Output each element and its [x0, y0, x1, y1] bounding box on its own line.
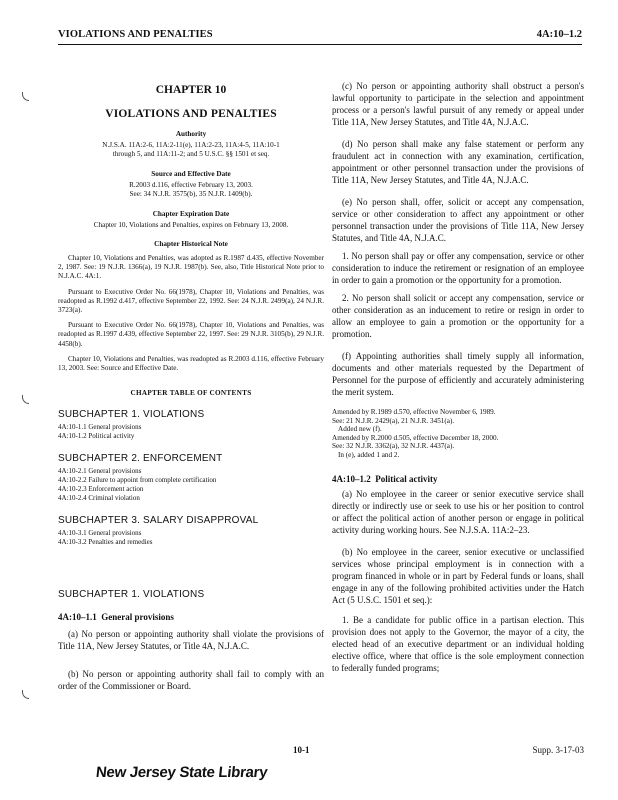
- left-column: [58, 78, 324, 692]
- margin-mark: [22, 690, 29, 699]
- authority-text: [58, 141, 324, 160]
- toc-title: CHAPTER TABLE OF CONTENTS: [130, 389, 252, 398]
- toc-subchapter-heading: SUBCHAPTER 3. SALARY DISAPPROVAL: [58, 515, 259, 527]
- toc-item: 4A:10-2.3 Enforcement action: [58, 485, 144, 494]
- source-date-text: [58, 181, 324, 200]
- page-number: 10-1: [293, 745, 310, 755]
- amendment-line: Amended by R.1989 d.570, effective November 6, 1989.: [332, 408, 496, 416]
- expiration-heading: Chapter Expiration Date: [152, 209, 230, 218]
- header-rule: [58, 44, 582, 45]
- historical-note-paragraph: Chapter 10, Violations and Penalties, was adopted as R.1987 d.435, effective November 2, 1987. See: 19 N.J.R. 1366(a), 19 N.J.R. 1987(b). See, also, Title Historical Note prior to N.J.A.C. 4A:1.: [58, 254, 324, 281]
- toc-subchapter-heading: SUBCHAPTER 2. ENFORCEMENT: [58, 453, 223, 465]
- paragraph: 1. No person shall pay or offer any compensation, service or other consideration to induce the retirement or resignation of an employee in order to gain a promotion or the opportunity for a promotion.: [332, 251, 584, 285]
- running-header-section: 4A:10–1.2: [536, 29, 582, 40]
- section-title: General provisions: [101, 612, 174, 623]
- library-stamp: New Jersey State Library: [95, 764, 269, 781]
- paragraph: (a) No employee in the career or senior executive service shall directly or indirectly use or seek to use his or her position to control or affect the political action of another person or engage in political activity during working hours. See N.J.S.A. 11A:2–23.: [332, 488, 584, 535]
- paragraph: (b) No person or appointing authority shall fail to comply with an order of the Commissioner or Board.: [58, 669, 324, 692]
- toc-item: 4A:10-1.1 General provisions: [58, 423, 142, 432]
- paragraph: (d) No person shall make any false statement or perform any fraudulent act in connection with any examination, certification, appointment or other personnel transaction under the provisions of Title 11A, New Jersey Statutes, and Title 4A, N.J.A.C.: [332, 139, 584, 185]
- toc-subchapter-heading: SUBCHAPTER 1. VIOLATIONS: [58, 409, 205, 421]
- amendment-line: Amended by R.2000 d.505, effective December 18, 2000.: [332, 433, 499, 442]
- section-heading: [58, 612, 324, 622]
- right-column: [332, 78, 584, 674]
- paragraph: (e) No person shall, offer, solicit or accept any compensation, service or other consideration to affect any appointment or other personnel transaction under the provisions of Title 11A, New Jersey Statutes, and Title 4A, N.J.A.C.: [332, 197, 584, 243]
- paragraph: 1. Be a candidate for public office in a partisan election. This provision does not apply to the Governor, the mayor of a city, the elected head of an executive department or an individual holding elective office, where that office is the sole employment connection to federally funded programs;: [332, 614, 584, 673]
- amendment-line: See: 21 N.J.R. 2429(a), 21 N.J.R. 3451(a).: [332, 416, 455, 425]
- chapter-title: VIOLATIONS AND PENALTIES: [105, 108, 277, 120]
- margin-mark: [22, 92, 29, 101]
- toc-item: 4A:10-2.2 Failure to appoint from complete certification: [58, 476, 217, 485]
- source-date-heading: Source and Effective Date: [151, 169, 231, 178]
- margin-mark: [22, 395, 29, 404]
- historical-note-paragraph: Pursuant to Executive Order No. 66(1978), Chapter 10, Violations and Penalties, was readopted as R.1992 d.417, effective September 22, 1992. See: 24 N.J.R. 2499(a), 24 N.J.R. 3723(a).: [58, 287, 324, 315]
- section-number: 4A:10–1.1: [58, 612, 97, 623]
- toc-item: 4A:10-2.4 Criminal violation: [58, 494, 140, 503]
- source-date-line: See: 34 N.J.R. 3575(b), 35 N.J.R. 1409(b).: [129, 190, 253, 199]
- amendment-line: In (e), added 1 and 2.: [338, 450, 400, 459]
- authority-line: through 5, and 11A:11-2; and 5 U.S.C. §§ 1501 et seq.: [112, 150, 270, 159]
- subchapter-heading: SUBCHAPTER 1. VIOLATIONS: [58, 589, 205, 601]
- amendment-line: Added new (f).: [338, 425, 382, 434]
- authority-line: N.J.S.A. 11A:2-6, 11A:2-11(e), 11A:2-23, 11A:4-5, 11A:10-1: [102, 141, 280, 149]
- chapter-number: CHAPTER 10: [155, 84, 227, 96]
- authority-heading: Authority: [175, 130, 207, 138]
- amendment-notes: [332, 408, 584, 460]
- historical-note-heading: Chapter Historical Note: [154, 240, 228, 249]
- amendment-line: See: 32 N.J.R. 3362(a), 32 N.J.R. 4437(a).: [332, 442, 455, 451]
- section-title: Political activity: [375, 473, 438, 484]
- toc-item: 4A:10-1.2 Political activity: [58, 432, 135, 441]
- section-number: 4A:10–1.2: [332, 473, 371, 484]
- toc-item: 4A:10-3.2 Penalties and remedies: [58, 538, 153, 547]
- section-heading: [332, 474, 584, 484]
- source-date-line: R.2003 d.116, effective February 13, 2003.: [129, 180, 253, 189]
- paragraph: (c) No person or appointing authority shall obstruct a person's lawful opportunity to participate in the selection and appointment process or a person's lawful pursuit of any remedy or appeal under Title 11A, New Jersey Statutes, and Title 4A, N.J.A.C.: [332, 81, 584, 127]
- running-header-title: VIOLATIONS AND PENALTIES: [58, 29, 213, 40]
- toc-item: 4A:10-2.1 General provisions: [58, 467, 142, 476]
- historical-note-paragraph: Chapter 10, Violations and Penalties, was readopted as R.2003 d.116, effective February 13, 2003. See: Source and Effective Date.: [58, 354, 324, 373]
- paragraph: (a) No person or appointing authority shall violate the provisions of Title 11A, New Jersey Statutes, or Title 4A, N.J.A.C.: [58, 629, 324, 652]
- paragraph: 2. No person shall solicit or accept any compensation, service or other consideration as an inducement to retire or resign in order to allow an employee to gain a promotion or the opportunity for a promotion.: [332, 293, 584, 339]
- paragraph: (f) Appointing authorities shall timely supply all information, documents and other materials requested by the Department of Personnel for the purpose of efficiently and accurately administering the merit system.: [332, 351, 584, 397]
- toc-item: 4A:10-3.1 General provisions: [58, 529, 142, 538]
- supplement-date: Supp. 3-17-03: [532, 745, 584, 755]
- expiration-text: Chapter 10, Violations and Penalties, expires on February 13, 2008.: [93, 220, 289, 229]
- paragraph: (b) No employee in the career, senior executive or unclassified services whose principal employment is in connection with a program financed in whole or in part by Federal funds or loans, shall engage in any of the following prohibited activities under the Hatch Act (5 U.S.C. 1501 et seq.):: [332, 546, 584, 605]
- historical-note-paragraph: Pursuant to Executive Order No. 66(1978), Chapter 10, Violations and Penalties, was readopted as R.1997 d.439, effective September 22, 1997. See: 29 N.J.R. 3105(b), 29 N.J.R. 4458(b).: [58, 321, 324, 348]
